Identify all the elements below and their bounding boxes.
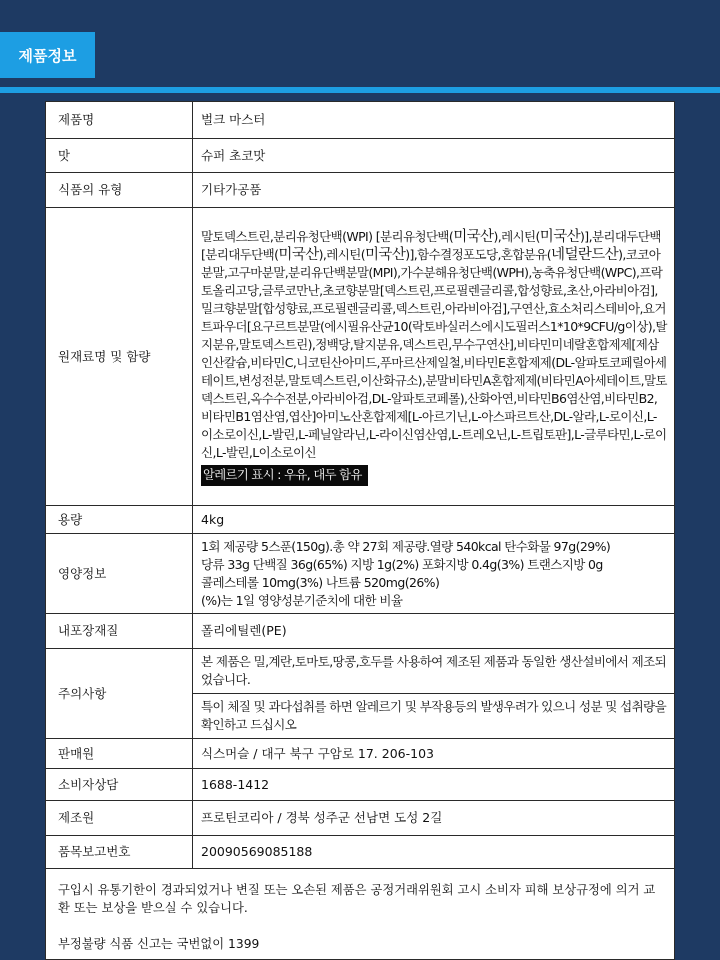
nutrition-value (193, 534, 675, 614)
ingredients-label: 원재료명 및 함량 (46, 208, 193, 506)
table-row (46, 506, 675, 534)
caution-item: 본 제품은 밀,계란,토마토,땅콩,호두를 사용하여 제조된 제품과 동일한 생산설비에서 제조되었습니다. (193, 649, 675, 694)
caution-label: 주의사항 (46, 649, 193, 739)
nutrition-line: (%)는 1일 영양성분기준치에 대한 비율 (201, 592, 403, 608)
table-row (46, 102, 675, 139)
seller-label: 판매원 (46, 739, 193, 769)
food-type-label: 식품의 유형 (46, 173, 193, 208)
nutrition-label: 영양정보 (46, 534, 193, 614)
table-row (46, 534, 675, 614)
nutrition-line: 당류 33g 단백질 36g(65%) 지방 1g(2%) 포화지방 0.4g(3%) 트랜스지방 0g (201, 556, 603, 572)
table-row (46, 739, 675, 769)
section-title-tab: 제품정보 (0, 32, 95, 78)
table-row (46, 836, 675, 869)
report-hotline-notice: 부정불량 식품 신고는 국번없이 1399 (58, 937, 260, 951)
consumer-notice (46, 869, 675, 960)
table-row (46, 139, 675, 173)
caution-item: 특이 체질 및 과다섭취를 하면 알레르기 및 부작용등의 발생우려가 있으니 성분 및 섭취량을 확인하고 드십시오 (193, 694, 675, 739)
consumer-center-value: 1688-1412 (193, 769, 675, 801)
product-name-value: 벌크 마스터 (193, 102, 675, 139)
header-divider-dark (0, 93, 720, 101)
allergy-notice-badge: 알레르기 표시 : 우유, 대두 함유 (201, 465, 368, 486)
table-row (46, 614, 675, 649)
product-info-table (45, 101, 675, 960)
packaging-value: 폴리에틸렌(PE) (193, 614, 675, 649)
nutrition-line: 콜레스테롤 10mg(3%) 나트륨 520mg(26%) (201, 574, 440, 590)
ingredients-value (193, 208, 675, 506)
table-row (46, 769, 675, 801)
seller-value: 식스머슬 / 대구 북구 구암로 17. 206-103 (193, 739, 675, 769)
report-number-value: 20090569085188 (193, 836, 675, 869)
consumer-center-label: 소비자상담 (46, 769, 193, 801)
ingredients-text: 말토덱스트린,분리유청단백(WPI) [분리유청단백(미국산),레시틴(미국산)],분리대두단백[분리대두단백(미국산),레시틴(미국산)],함수결정포도당,혼합분유(네덜란드산),코코아분말,고구마분말,분리유단백분말(MPI),가수분해유청단백(WPH),농축유청단백(WPC),프락토올리고당,글루코만난,초코향분말[덱스트린,프로필렌글리콜,합성향료,초산,아라비아검],밀크향분말[합성향료,프로필렌글리콜,덱스트린,아라비아검],구연산,효소처리스테비아,요거트파우더[요구르트분말(에시필유산균10(락토바실러스에시도필러스1*10*9CFU/g이상),탈지분유,말토덱스트린),정백당,탈지분유,덱스트린,무수구연산],비타민미네랄혼합제제[제삼인산칼슘,비타민C,니코틴산아미드,푸마르산제일철,비타민E혼합제제(DL-알파토코페릴아세테이트,변성전분,말토덱스트린,이산화규소),분말비타민A혼합제제(비타민A아세테이트,말토덱스트린,옥수수전분,아라비아검,DL-알파토코페롤),산화아연,비타민B6염산염,비타민B2,비타민B1염산염,엽산]아미노산혼합제제[L-아르기닌,L-아스파르트산,DL-알라,L-로이신,L-이소로이신,L-발린,L-페닐알라닌,L-라이신염산염,L-트레오닌,L-트립토판],L-글루타민,L-로이신,L-발린,L이소로이신 (201, 228, 667, 460)
manufacturer-label: 제조원 (46, 801, 193, 836)
table-row (46, 801, 675, 836)
nutrition-line: 1회 제공량 5스푼(150g).총 약 27회 제공량.열량 540kcal 탄수화물 97g(29%) (201, 538, 611, 554)
compensation-notice: 구입시 유통기한이 경과되었거나 변질 또는 오손된 제품은 공정거래위원회 고시 소비자 피해 보상규정에 의거 교환 또는 보상을 받으실 수 있습니다. (58, 883, 656, 915)
report-number-label: 품목보고번호 (46, 836, 193, 869)
table-row (46, 649, 675, 694)
flavor-value: 슈퍼 초코맛 (193, 139, 675, 173)
capacity-label: 용량 (46, 506, 193, 534)
table-row (46, 208, 675, 506)
food-type-value: 기타가공품 (193, 173, 675, 208)
table-row (46, 173, 675, 208)
capacity-value: 4kg (193, 506, 675, 534)
manufacturer-value: 프로틴코리아 / 경북 성주군 선남면 도성 2길 (193, 801, 675, 836)
product-name-label: 제품명 (46, 102, 193, 139)
flavor-label: 맛 (46, 139, 193, 173)
table-row (46, 869, 675, 960)
packaging-label: 내포장재질 (46, 614, 193, 649)
